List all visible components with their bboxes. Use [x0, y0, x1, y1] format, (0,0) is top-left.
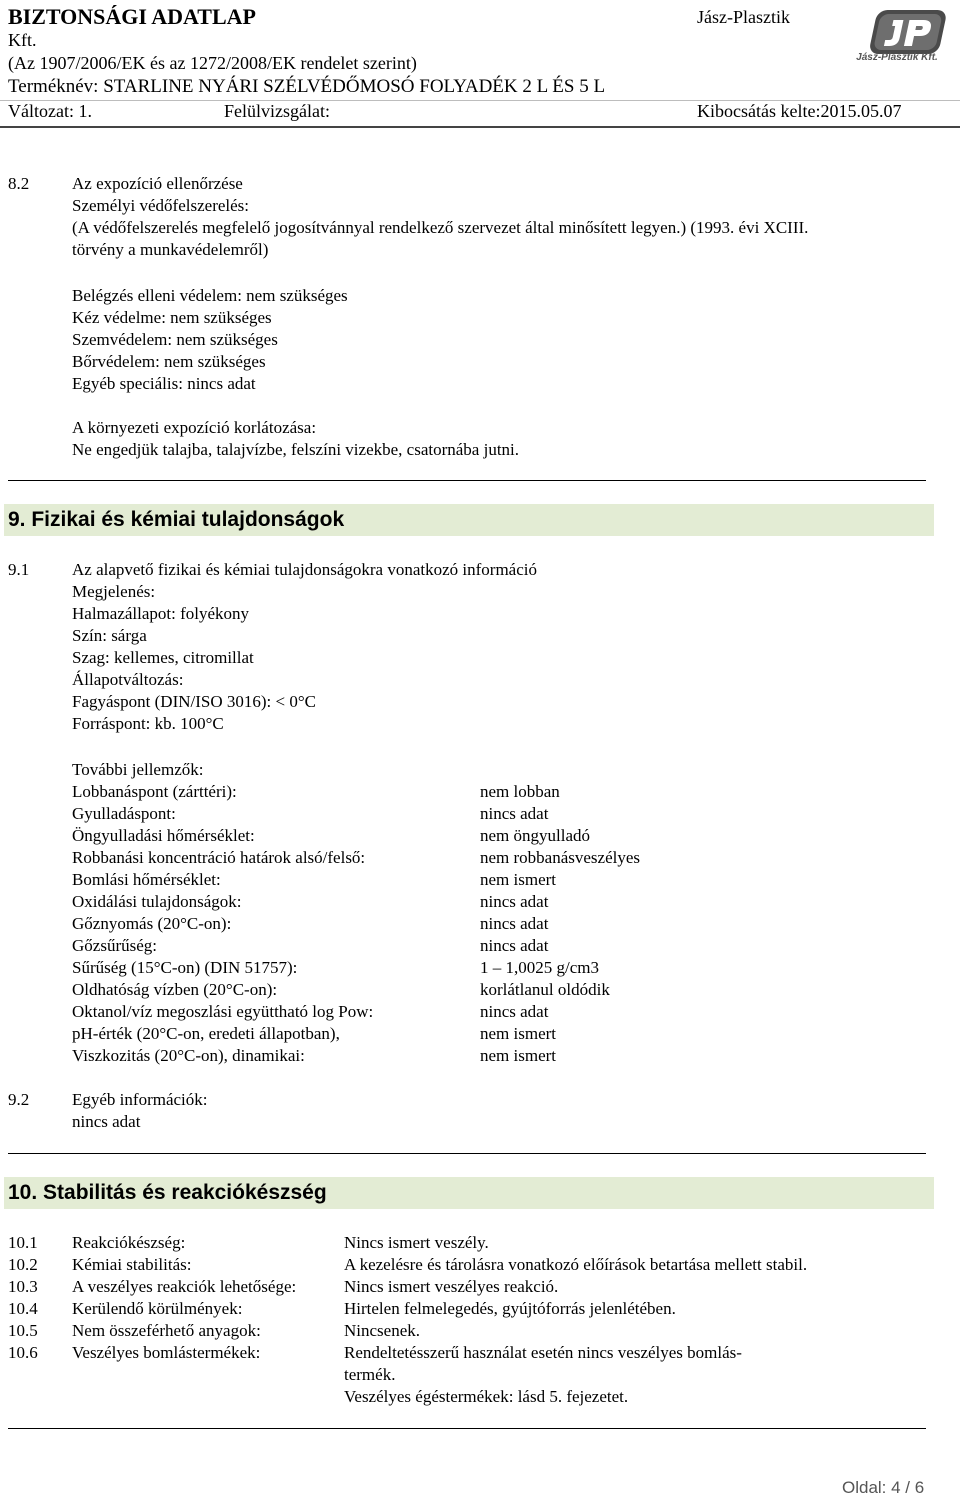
ppe-item: Kéz védelme: nem szükséges: [72, 308, 272, 327]
property-value: nincs adat: [480, 892, 549, 911]
row-value-cont: Veszélyes égéstermékek: lásd 5. fejezetet.: [344, 1387, 629, 1406]
ppe-item: Szemvédelem: nem szükséges: [72, 330, 278, 349]
section-divider: [8, 1428, 926, 1429]
property-line: Forráspont: kb. 100°C: [72, 714, 224, 733]
property-line: Halmazállapot: folyékony: [72, 604, 250, 623]
property-label: Öngyulladási hőmérséklet:: [72, 826, 255, 845]
property-value: korlátlanul oldódik: [480, 980, 610, 999]
property-label: Viszkozitás (20°C-on), dinamikai:: [72, 1046, 305, 1065]
section-heading: 10. Stabilitás és reakciókészség: [8, 1181, 327, 1204]
row-number: 10.3: [8, 1277, 38, 1296]
ppe-item: Bőrvédelem: nem szükséges: [72, 352, 266, 371]
company-name: Jász-Plasztik: [697, 7, 790, 27]
property-value: nincs adat: [480, 936, 549, 955]
property-value: nem ismert: [480, 1046, 557, 1065]
property-label: Gőzsűrűség:: [72, 936, 157, 955]
row-value: Nincsenek.: [344, 1321, 421, 1340]
row-value: Nincs ismert veszély.: [344, 1233, 489, 1252]
row-value: Nincs ismert veszélyes reakció.: [344, 1277, 559, 1296]
logo-lettering: Jász-Plasztik Kft.: [856, 52, 938, 63]
property-line: Állapotváltozás:: [72, 670, 184, 689]
property-value: nem ismert: [480, 1024, 557, 1043]
row-label: A veszélyes reakciók lehetősége:: [72, 1277, 297, 1296]
regulation-note: (Az 1907/2006/EK és az 1272/2008/EK rendelet szerint): [8, 53, 417, 73]
env-exposure-title: A környezeti expozíció korlátozása:: [72, 418, 317, 437]
issue-date: Kibocsátás kelte:2015.05.07: [697, 101, 902, 121]
company-logo: [842, 8, 952, 74]
row-label: Kerülendő körülmények:: [72, 1299, 243, 1318]
subsection-number: 9.2: [8, 1090, 30, 1109]
company-suffix: Kft.: [8, 30, 37, 50]
section-heading: 9. Fizikai és kémiai tulajdonságok: [8, 508, 345, 531]
property-label: Sűrűség (15°C-on) (DIN 51757):: [72, 958, 298, 977]
property-value: nem robbanásveszélyes: [480, 848, 641, 867]
property-label: Lobbanáspont (zárttéri):: [72, 782, 237, 801]
ppe-item: Egyéb speciális: nincs adat: [72, 374, 256, 393]
property-line: Megjelenés:: [72, 582, 156, 601]
document-title: BIZTONSÁGI ADATLAP: [8, 4, 256, 29]
property-label: Oxidálási tulajdonságok:: [72, 892, 242, 911]
row-value: A kezelésre és tárolásra vonatkozó előírások betartása mellett stabil.: [344, 1255, 808, 1274]
row-label: Veszélyes bomlástermékek:: [72, 1343, 261, 1362]
property-label: Oktanol/víz megoszlási együttható log Pow:: [72, 1002, 374, 1021]
row-number: 10.1: [8, 1233, 38, 1252]
row-value: Rendeltetésszerű használat esetén nincs veszélyes bomlás-: [344, 1343, 742, 1362]
ppe-item: Belégzés elleni védelem: nem szükséges: [72, 286, 348, 305]
property-value: nincs adat: [480, 804, 549, 823]
property-label: Robbanási koncentráció határok alsó/felső:: [72, 848, 366, 867]
property-value: nem öngyulladó: [480, 826, 591, 845]
env-exposure-text: Ne engedjük talajba, talajvízbe, felszíni vizekbe, csatornába jutni.: [72, 440, 520, 459]
row-number: 10.2: [8, 1255, 38, 1274]
subsection-number: 9.1: [8, 560, 30, 579]
property-line: Szag: kellemes, citromillat: [72, 648, 254, 667]
row-label: Reakciókészség:: [72, 1233, 186, 1252]
page-number: Oldal: 4 / 6: [842, 1478, 925, 1497]
row-number: 10.6: [8, 1343, 38, 1362]
property-value: nincs adat: [480, 914, 549, 933]
property-line: Szín: sárga: [72, 626, 147, 645]
row-value: Hirtelen felmelegedés, gyújtóforrás jelenlétében.: [344, 1299, 676, 1318]
property-line: Fagyáspont (DIN/ISO 3016): < 0°C: [72, 692, 316, 711]
property-value: 1 – 1,0025 g/cm3: [480, 958, 599, 977]
property-value: nem ismert: [480, 870, 557, 889]
row-number: 10.5: [8, 1321, 38, 1340]
property-label: Oldhatóság vízben (20°C-on):: [72, 980, 278, 999]
ppe-note-cont: törvény a munkavédelemről): [72, 240, 269, 259]
product-name: Terméknév: STARLINE NYÁRI SZÉLVÉDŐMOSÓ FOLYADÉK 2 L ÉS 5 L: [8, 76, 606, 97]
header-bottom-rule: [0, 126, 960, 128]
row-value-cont: termék.: [344, 1365, 396, 1384]
property-label: Gyulladáspont:: [72, 804, 176, 823]
ppe-note: (A védőfelszerelés megfelelő jogosítvánnyal rendelkező szervezet által minősített legyen.) (1993. évi XCIII.: [72, 218, 809, 237]
further-properties-title: További jellemzők:: [72, 760, 204, 779]
document-header: [0, 0, 960, 132]
property-value: nem lobban: [480, 782, 560, 801]
section-divider: [8, 1153, 926, 1154]
row-label: Kémiai stabilitás:: [72, 1255, 192, 1274]
property-label: Bomlási hőmérséklet:: [72, 870, 221, 889]
property-value: nincs adat: [480, 1002, 549, 1021]
section-number: 8.2: [8, 174, 30, 193]
property-label: Gőznyomás (20°C-on):: [72, 914, 232, 933]
subsection-title: Egyéb információk:: [72, 1090, 208, 1109]
property-label: pH-érték (20°C-on, eredeti állapotban),: [72, 1024, 340, 1043]
row-number: 10.4: [8, 1299, 38, 1318]
section-title: Az expozíció ellenőrzése: [72, 174, 243, 193]
section-divider: [8, 480, 926, 481]
row-label: Nem összeférhető anyagok:: [72, 1321, 261, 1340]
subsection-value: nincs adat: [72, 1112, 141, 1131]
subsection-title: Az alapvető fizikai és kémiai tulajdonságokra vonatkozó információ: [72, 560, 537, 579]
ppe-title: Személyi védőfelszerelés:: [72, 196, 250, 215]
version-label: Változat: 1.: [8, 101, 92, 121]
revision-label: Felülvizsgálat:: [224, 101, 330, 121]
